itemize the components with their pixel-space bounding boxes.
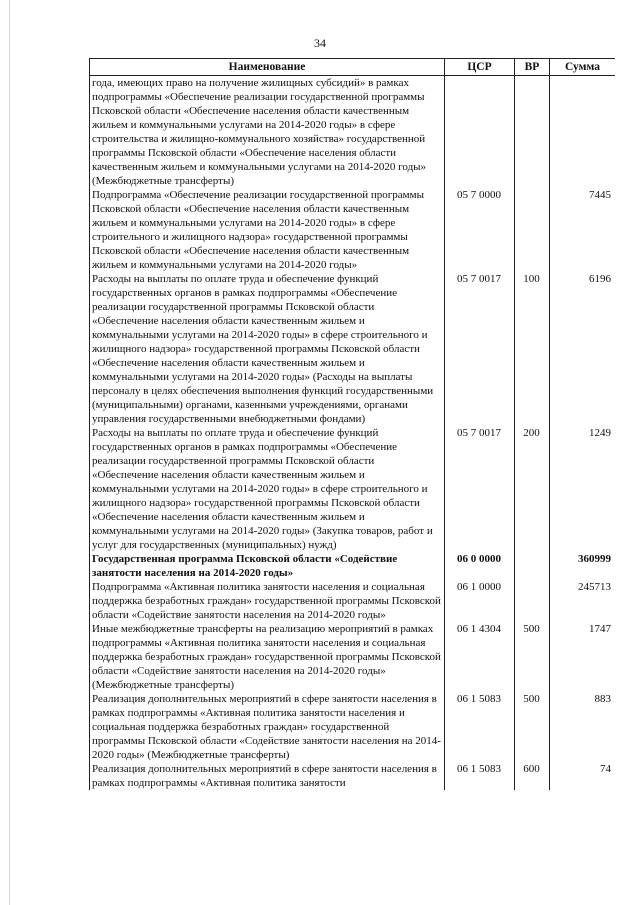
row-vr: 100 bbox=[515, 272, 550, 426]
table-row bbox=[90, 76, 616, 189]
row-vr bbox=[515, 188, 550, 272]
row-name: Подпрограмма «Обеспечение реализации государственной программы Псковской области «Обеспечение населения области качественным жильем и коммунальными услугами на 2014-2020 годы» в сфере строительного и жилищного надзора» государственной программы Псковской области «Обеспечение населения области качественным жильем и коммунальными услугами на 2014-2020 годы» bbox=[90, 188, 445, 272]
budget-table-container bbox=[89, 58, 615, 905]
table-row bbox=[90, 272, 616, 426]
row-csr: 05 7 0017 bbox=[445, 426, 515, 552]
row-vr: 500 bbox=[515, 692, 550, 762]
header-vr: ВР bbox=[515, 59, 550, 76]
row-sum: 245713 bbox=[550, 580, 616, 622]
row-name: Государственная программа Псковской области «Содействие занятости населения на 2014-2020 годы» bbox=[90, 552, 445, 580]
table-row bbox=[90, 692, 616, 762]
row-vr bbox=[515, 552, 550, 580]
header-sum: Сумма bbox=[550, 59, 616, 76]
table-row bbox=[90, 426, 616, 552]
table-row bbox=[90, 622, 616, 692]
row-vr bbox=[515, 580, 550, 622]
table-row bbox=[90, 762, 616, 790]
row-sum: 1249 bbox=[550, 426, 616, 552]
row-sum: 74 bbox=[550, 762, 616, 790]
page-number: 34 bbox=[314, 36, 326, 50]
row-name: Иные межбюджетные трансферты на реализацию мероприятий в рамках подпрограммы «Активная политика занятости населения и социальная поддержка безработных граждан» государственной программы Псковской области «Содействие занятости населения на 2014-2020 годы» (Межбюджетные трансферты) bbox=[90, 622, 445, 692]
header-csr: ЦСР bbox=[445, 59, 515, 76]
table-row-program bbox=[90, 552, 616, 580]
row-name: Реализация дополнительных мероприятий в сфере занятости населения в рамках подпрограммы «Активная политика занятости населения и социальная поддержка безработных граждан» государственной программы Псковской области «Содействие занятости населения на 2014-2020 годы» (Межбюджетные трансферты) bbox=[90, 692, 445, 762]
row-vr bbox=[515, 76, 550, 189]
row-csr: 06 1 4304 bbox=[445, 622, 515, 692]
scan-edge-line bbox=[9, 0, 10, 905]
row-name: Расходы на выплаты по оплате труда и обеспечение функций государственных органов в рамках подпрограммы «Обеспечение реализации государственной программы Псковской области «Обеспечение населения области качественным жильем и коммунальными услугами на 2014-2020 годы» в сфере строительного и жилищного надзора» государственной программы Псковской области «Обеспечение населения области качественным жильем и коммунальными услугами на 2014-2020 годы» (Закупка товаров, работ и услуг для государственных (муниципальных) нужд) bbox=[90, 426, 445, 552]
row-vr: 200 bbox=[515, 426, 550, 552]
row-name: Расходы на выплаты по оплате труда и обеспечение функций государственных органов в рамках подпрограммы «Обеспечение реализации государственной программы Псковской области «Обеспечение населения области качественным жильем и коммунальными услугами на 2014-2020 годы» в сфере строительного и жилищного надзора» государственной программы Псковской области «Обеспечение населения области качественным жильем и коммунальными услугами на 2014-2020 годы» (Расходы на выплаты персоналу в целях обеспечения выполнения функций государственными (муниципальными) органами, казенными учреждениями, органами управления государственными внебюджетными фондами) bbox=[90, 272, 445, 426]
row-csr: 06 1 5083 bbox=[445, 762, 515, 790]
row-sum: 6196 bbox=[550, 272, 616, 426]
row-csr: 06 1 0000 bbox=[445, 580, 515, 622]
row-csr: 05 7 0017 bbox=[445, 272, 515, 426]
row-csr bbox=[445, 76, 515, 189]
row-vr: 600 bbox=[515, 762, 550, 790]
row-sum: 883 bbox=[550, 692, 616, 762]
header-name: Наименование bbox=[90, 59, 445, 76]
row-csr: 06 1 5083 bbox=[445, 692, 515, 762]
row-vr: 500 bbox=[515, 622, 550, 692]
row-sum bbox=[550, 76, 616, 189]
budget-table bbox=[89, 58, 615, 790]
table-row bbox=[90, 188, 616, 272]
row-name: Реализация дополнительных мероприятий в сфере занятости населения в рамках подпрограммы «Активная политика занятости bbox=[90, 762, 445, 790]
row-sum: 7445 bbox=[550, 188, 616, 272]
row-name: Подпрограмма «Активная политика занятости населения и социальная поддержка безработных граждан» государственной программы Псковской области «Содействие занятости населения на 2014-2020 годы» bbox=[90, 580, 445, 622]
table-header-row bbox=[90, 59, 616, 76]
row-sum: 1747 bbox=[550, 622, 616, 692]
row-name: года, имеющих право на получение жилищных субсидий» в рамках подпрограммы «Обеспечение реализации государственной программы Псковской области «Обеспечение населения области качественным жильем и коммунальными услугами на 2014-2020 годы» в сфере строительства и жилищно-коммунального хозяйства» государственной программы Псковской области «Обеспечение населения области качественным жильем и коммунальными услугами на 2014-2020 годы» (Межбюджетные трансферты) bbox=[90, 76, 445, 189]
row-csr: 05 7 0000 bbox=[445, 188, 515, 272]
table-row bbox=[90, 580, 616, 622]
row-csr: 06 0 0000 bbox=[445, 552, 515, 580]
row-sum: 360999 bbox=[550, 552, 616, 580]
